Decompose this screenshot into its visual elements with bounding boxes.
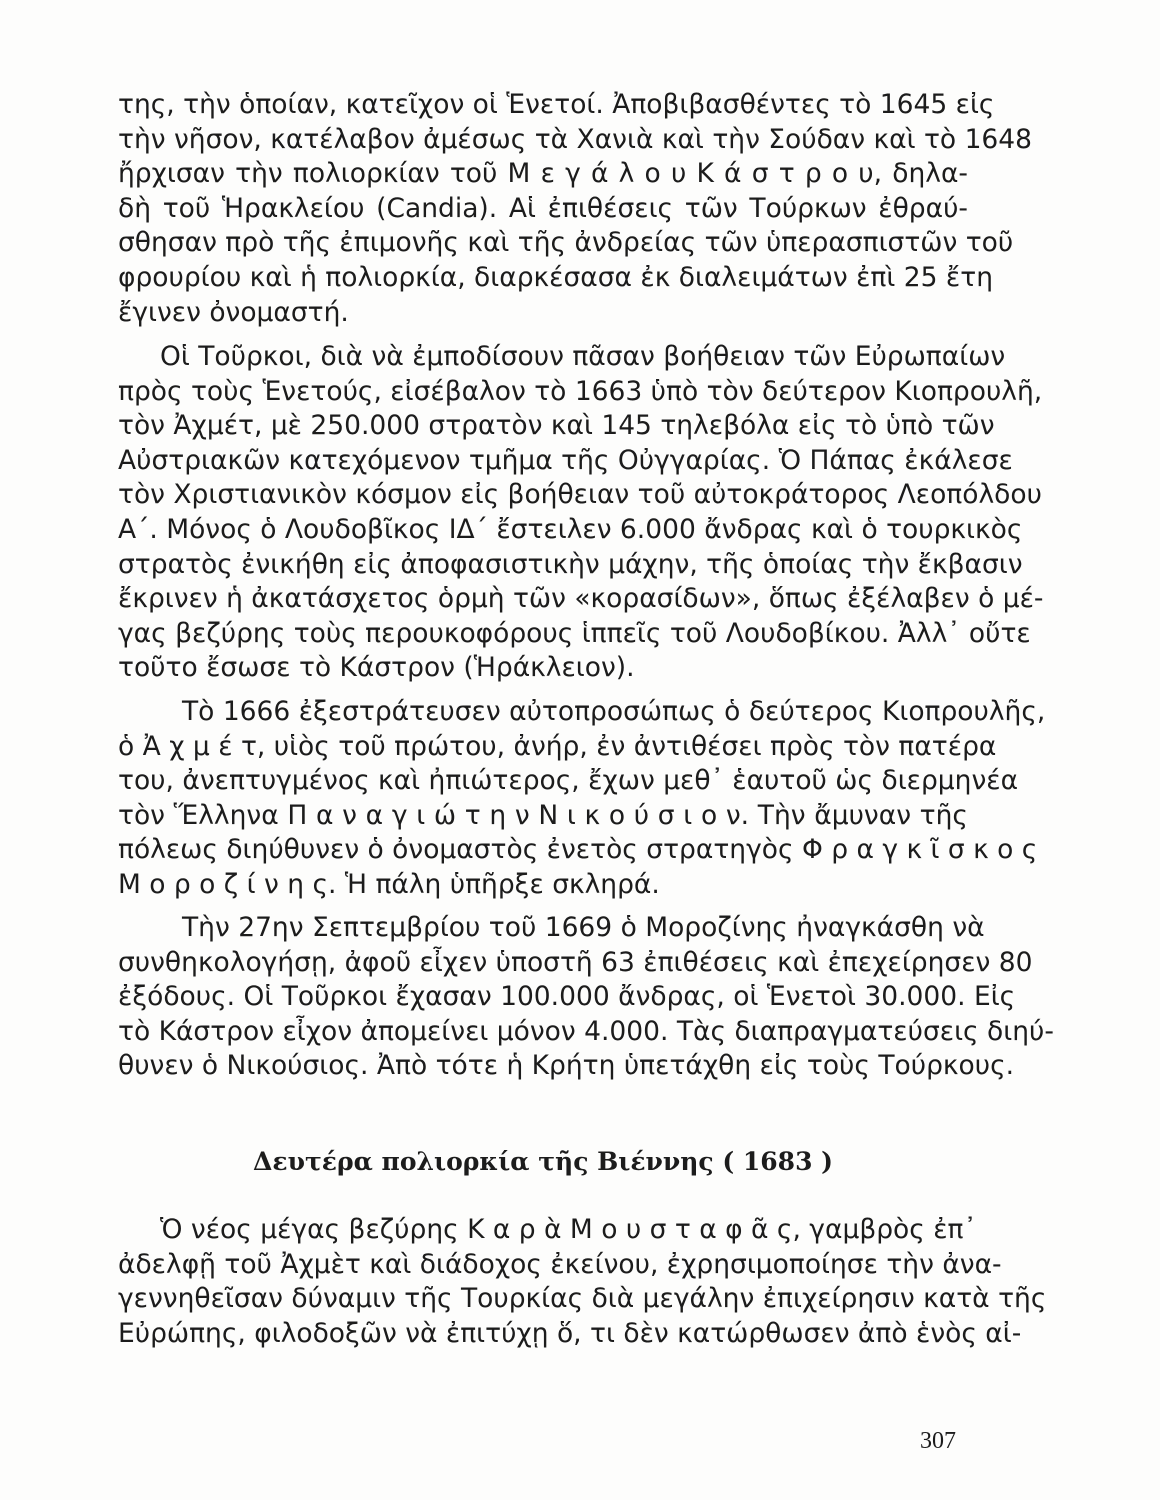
paragraph-kara-mustafa: [118, 1213, 1047, 1351]
text-line: του, ἀνεπτυγμένος καὶ ἠπιώτερος, ἔχων μεθ᾿ ἑαυτοῦ ὡς διερμηνέα: [118, 765, 1019, 797]
text-line: τὸ Κάστρον εἶχον ἀπομείνει μόνον 4.000. Τὰς διαπραγματεύσεις διηύ-: [118, 1015, 1054, 1047]
text-line: ἔκρινεν ἡ ἀκατάσχετος ὁρμὴ τῶν «κορασίδων», ὅπως ἐξέλαβεν ὁ μέ-: [118, 583, 1044, 615]
text-line: τὸν Ἕλληνα Π α ν α γ ι ώ τ η ν Ν ι κ ο ύ σ ι ο ν. Τὴν ἄμυναν τῆς: [118, 799, 968, 831]
text-line: τὸν Ἀχμέτ, μὲ 250.000 στρατὸν καὶ 145 τηλεβόλα εἰς τὸ ὑπὸ τῶν: [118, 410, 995, 442]
text-line: ἐξόδους. Οἱ Τοῦρκοι ἔχασαν 100.000 ἄνδρας, οἱ Ἑνετοὶ 30.000. Εἰς: [118, 981, 1016, 1013]
text-line: Εὐρώπης, φιλοδοξῶν νὰ ἐπιτύχῃ ὅ, τι δὲν κατώρθωσεν ἀπὸ ἑνὸς αἰ-: [118, 1317, 1022, 1349]
text-line: θυνεν ὁ Νικούσιος. Ἀπὸ τότε ἡ Κρήτη ὑπετάχθη εἰς τοὺς Τούρκους.: [118, 1050, 1015, 1082]
text-line: φρουρίου καὶ ἡ πολιορκία, διαρκέσασα ἐκ διαλειμάτων ἐπὶ 25 ἔτη: [118, 261, 993, 293]
text-line: Τὴν 27ην Σεπτεμβρίου τοῦ 1669 ὁ Μοροζίνης ἠναγκάσθη νὰ: [182, 912, 985, 943]
text-line: Α΄. Μόνος ὁ Λουδοβῖκος ΙΔ΄ ἔστειλεν 6.000 ἄνδρας καὶ ὁ τουρκικὸς: [118, 513, 1023, 545]
text-line: δὴ τοῦ Ἡρακλείου (Candia). Αἱ ἐπιθέσεις τῶν Τούρκων ἐθραύ-: [118, 192, 968, 224]
text-line: Οἱ Τοῦρκοι, διὰ νὰ ἐμποδίσουν πᾶσαν βοήθειαν τῶν Εὐρωπαίων: [160, 341, 1006, 372]
text-line: στρατὸς ἐνικήθη εἰς ἀποφασιστικὴν μάχην, τῆς ὁποίας τὴν ἔκβασιν: [118, 548, 1023, 580]
text-line: σθησαν πρὸ τῆς ἐπιμονῆς καὶ τῆς ἀνδρείας τῶν ὑπερασπιστῶν τοῦ: [118, 227, 1014, 259]
text-line: ἔγινεν ὀνομαστή.: [118, 296, 349, 328]
text-line: πόλεως διηύθυνεν ὁ ὀνομαστὸς ἐνετὸς στρατηγὸς Φ ρ α γ κ ῖ σ κ ο ς: [118, 834, 1038, 866]
paragraph-hungary-campaign: [118, 340, 1044, 686]
text-line: ἀδελφῇ τοῦ Ἀχμὲτ καὶ διάδοχος ἐκείνου, ἐχρησιμοποίησε τὴν ἀνα-: [118, 1248, 1002, 1280]
page-number: 307: [920, 1428, 956, 1454]
text-line: τὴν νῆσον, κατέλαβον ἀμέσως τὰ Χανιὰ καὶ τὴν Σούδαν καὶ τὸ 1648: [118, 123, 1033, 155]
text-line: συνθηκολογήσῃ, ἀφοῦ εἶχεν ὑποστῆ 63 ἐπιθέσεις καὶ ἐπεχείρησεν 80: [118, 946, 1033, 978]
text-line: τοῦτο ἔσωσε τὸ Κάστρον (Ἡράκλειον).: [118, 652, 635, 684]
paragraph-1666-campaign: [118, 695, 1046, 903]
text-line: γεννηθεῖσαν δύναμιν τῆς Τουρκίας διὰ μεγάλην ἐπιχείρησιν κατὰ τῆς: [118, 1283, 1047, 1315]
text-line: Μ ο ρ ο ζ ί ν η ς. Ἡ πάλη ὑπῆρξε σκληρά.: [118, 868, 660, 900]
text-line: της, τὴν ὁποίαν, κατεῖχον οἱ Ἑνετοί. Ἀποβιβασθέντες τὸ 1645 εἰς: [118, 89, 995, 120]
text-line: γας βεζύρης τοὺς περουκοφόρους ἱππεῖς τοῦ Λουδοβίκου. Ἀλλ᾿ οὔτε: [118, 617, 1031, 649]
paragraph-capitulation: [118, 911, 1054, 1084]
text-line: ἤρχισαν τὴν πολιορκίαν τοῦ Μ ε γ ά λ ο υ Κ ά σ τ ρ ο υ, δηλα-: [118, 158, 968, 190]
text-line: τὸν Χριστιανικὸν κόσμον εἰς βοήθειαν τοῦ αὐτοκράτορος Λεοπόλδου: [118, 479, 1042, 511]
section-heading: Δευτέρα πολιορκία τῆς Βιέννης ( 1683 ): [253, 1147, 833, 1176]
text-line: Ὁ νέος μέγας βεζύρης Κ α ρ ὰ Μ ο υ σ τ α φ ᾶ ς, γαμβρὸς ἐπ᾿: [160, 1214, 977, 1245]
text-line: πρὸς τοὺς Ἑνετούς, εἰσέβαλον τὸ 1663 ὑπὸ τὸν δεύτερον Κιοπρουλῆ,: [118, 375, 1043, 407]
text-line: Αὐστριακῶν κατεχόμενον τμῆμα τῆς Οὐγγαρίας. Ὁ Πάπας ἐκάλεσε: [118, 444, 1013, 476]
paragraph-crete-siege: [118, 88, 1033, 330]
text-line: ὁ Ἀ χ μ έ τ, υἱὸς τοῦ πρώτου, ἀνήρ, ἐν ἀντιθέσει πρὸς τὸν πατέρα: [118, 730, 997, 762]
text-line: Τὸ 1666 ἐξεστράτευσεν αὐτοπροσώπως ὁ δεύτερος Κιοπρουλῆς,: [182, 696, 1046, 727]
